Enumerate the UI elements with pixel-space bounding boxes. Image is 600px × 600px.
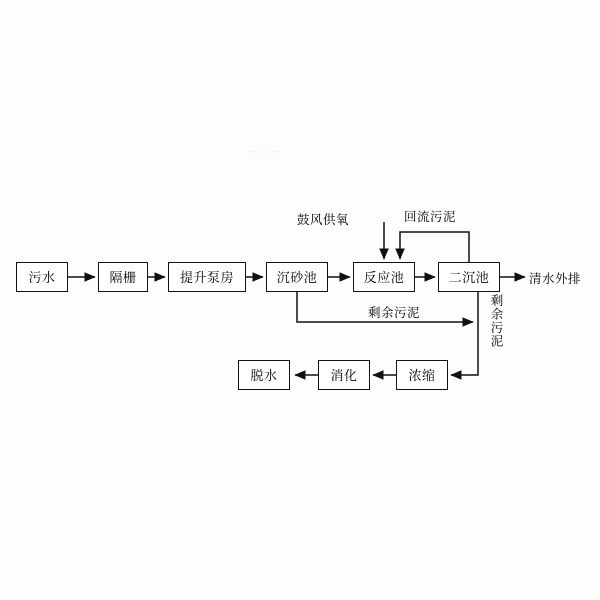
annotation-text: 回流污泥: [404, 210, 457, 224]
node-secondary-clarifier[interactable]: [438, 262, 500, 292]
watermark-text: ······: [248, 146, 282, 158]
node-label: 反应池: [363, 269, 405, 285]
node-digestion[interactable]: [318, 360, 370, 390]
node-lift-pump-room[interactable]: [168, 262, 246, 292]
node-label: 提升泵房: [179, 269, 234, 285]
node-label: 浓缩: [408, 367, 436, 383]
annotation-text: 剩余污泥: [368, 306, 421, 320]
node-label: 沉砂池: [276, 269, 318, 285]
annotation-blower-oxygen: [297, 210, 349, 228]
annotation-text: 清水外排: [529, 272, 582, 286]
node-label: 消化: [330, 367, 358, 383]
node-grating[interactable]: [98, 262, 148, 292]
node-thickener[interactable]: [396, 360, 448, 390]
node-reaction-tank[interactable]: [353, 262, 415, 292]
node-label: 脱水: [250, 367, 278, 383]
node-grit-chamber[interactable]: [266, 262, 328, 292]
annotation-text: 剩余污泥: [489, 294, 503, 348]
annotation-text: 鼓风供氧: [297, 213, 350, 227]
node-dewatering[interactable]: [238, 360, 290, 390]
annotation-excess-sludge-vertical: [487, 294, 505, 348]
node-label: 隔栅: [109, 269, 137, 285]
annotation-clean-water-discharge: [529, 269, 581, 287]
annotation-excess-sludge-horizontal: [368, 303, 420, 321]
node-label: 污水: [28, 269, 56, 285]
annotation-return-sludge: [404, 207, 456, 225]
node-wastewater[interactable]: [16, 262, 68, 292]
node-label: 二沉池: [448, 269, 490, 285]
